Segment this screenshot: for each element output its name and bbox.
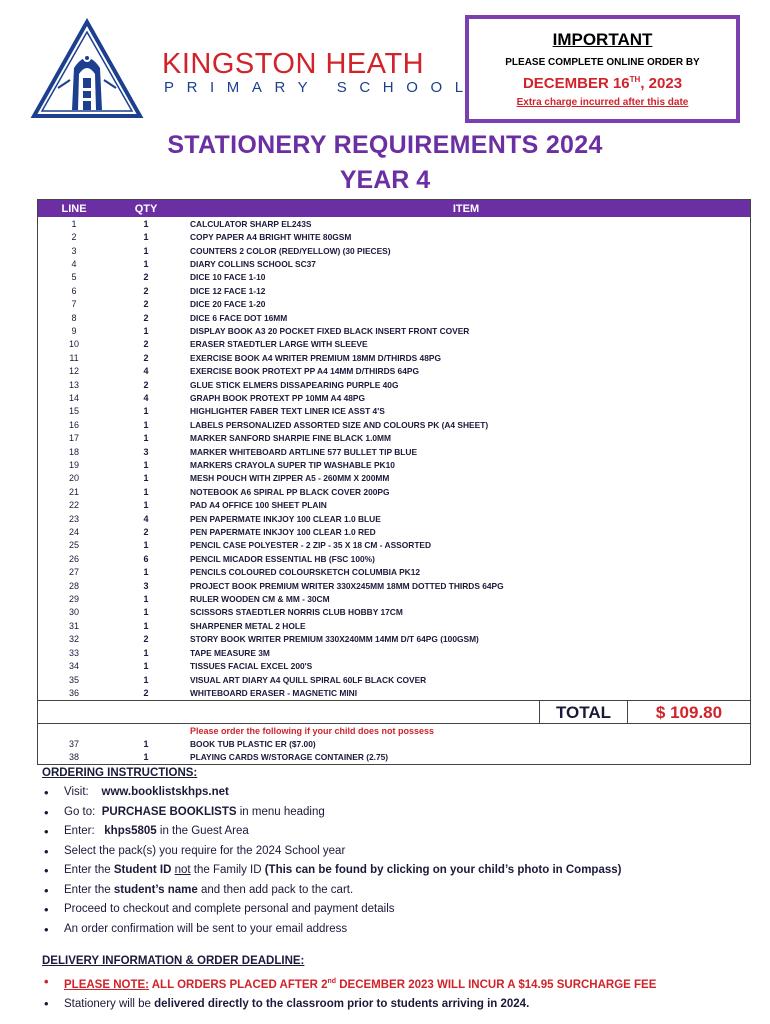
total-row xyxy=(38,700,750,724)
important-title: IMPORTANT xyxy=(552,30,653,49)
visit-label: Visit: xyxy=(64,786,89,798)
name-pre: Enter the xyxy=(64,883,114,896)
table-row xyxy=(38,378,750,391)
important-line: PLEASE COMPLETE ONLINE ORDER BY xyxy=(505,57,700,68)
list-item xyxy=(42,861,762,881)
item-cell: PENCILS COLOURED COLOURSKETCH COLUMBIA PK12 xyxy=(190,567,421,578)
sid-bold: Student ID xyxy=(113,864,172,876)
qty-cell: 2 xyxy=(143,312,149,323)
table-row xyxy=(38,271,750,284)
note-sup: nd xyxy=(327,978,337,985)
qty-cell: 1 xyxy=(143,739,149,750)
important-extra: Extra charge incurred after this date xyxy=(516,97,689,108)
qty-cell: 1 xyxy=(143,419,149,430)
item-cell: PROJECT BOOK PREMIUM WRITER 330X245MM 18MM DOTTED THIRDS 64PG xyxy=(190,580,504,591)
qty-cell: 1 xyxy=(143,607,149,618)
list-item xyxy=(42,783,762,803)
item-cell: NOTEBOOK A6 SPIRAL PP BLACK COVER 200PG xyxy=(190,486,390,497)
line-cell: 25 xyxy=(68,540,79,551)
line-cell: 17 xyxy=(68,433,79,444)
line-cell: 26 xyxy=(68,553,79,564)
table-body xyxy=(38,217,750,700)
qty-cell: 1 xyxy=(143,752,149,763)
item-cell: SCISSORS STAEDTLER NORRIS CLUB HOBBY 17CM xyxy=(190,607,403,618)
note-pre: ALL ORDERS PLACED AFTER 2 xyxy=(148,978,328,991)
line-cell: 6 xyxy=(71,285,77,296)
total-value: $ 109.80 xyxy=(627,701,750,723)
qty-cell: 2 xyxy=(143,379,149,390)
qty-cell: 1 xyxy=(143,406,149,417)
school-name: KINGSTON HEATH xyxy=(162,48,425,80)
table-row xyxy=(38,751,750,764)
item-cell: MARKER SANFORD SHARPIE FINE BLACK 1.0MM xyxy=(190,433,392,444)
enter-rest: in the Guest Area xyxy=(156,825,249,837)
sid-paren: (This can be found by clicking on your child’s photo in Compass) xyxy=(264,864,622,876)
qty-cell: 1 xyxy=(143,674,149,685)
item-cell: PEN PAPERMATE INKJOY 100 CLEAR 1.0 RED xyxy=(190,527,376,538)
qty-cell: 1 xyxy=(143,620,149,631)
line-cell: 22 xyxy=(68,500,79,511)
school-crest-icon xyxy=(28,18,146,122)
qty-cell: 1 xyxy=(143,325,149,336)
item-cell: PAD A4 OFFICE 100 SHEET PLAIN xyxy=(190,500,327,511)
list-item xyxy=(42,803,762,823)
item-cell: DICE 6 FACE DOT 16MM xyxy=(190,312,288,323)
line-cell: 4 xyxy=(71,258,77,269)
sid-pre: Enter the xyxy=(64,864,114,876)
header-line: LINE xyxy=(61,202,87,215)
qty-cell: 1 xyxy=(143,567,149,578)
list-item xyxy=(42,822,762,842)
line-cell: 21 xyxy=(68,486,79,497)
line-cell: 37 xyxy=(68,739,79,750)
qty-cell: 1 xyxy=(143,433,149,444)
goto-label: Go to: xyxy=(64,805,96,818)
item-cell: DIARY COLLINS SCHOOL SC37 xyxy=(190,258,316,269)
line-cell: 28 xyxy=(68,580,79,591)
table-row xyxy=(38,512,750,525)
line-cell: 5 xyxy=(71,272,77,283)
table-row xyxy=(38,738,750,751)
item-cell: COUNTERS 2 COLOR (RED/YELLOW) (30 PIECES) xyxy=(190,245,391,256)
line-cell: 23 xyxy=(68,513,79,524)
page-title: STATIONERY REQUIREMENTS 2024 xyxy=(167,131,603,159)
item-cell: MARKERS CRAYOLA SUPER TIP WASHABLE PK10 xyxy=(190,460,395,471)
total-label: TOTAL xyxy=(539,701,627,723)
list-item xyxy=(42,881,762,901)
line-cell: 14 xyxy=(68,392,79,403)
table-row xyxy=(38,217,750,230)
important-notice xyxy=(465,15,740,123)
qty-cell: 1 xyxy=(143,661,149,672)
item-cell: VISUAL ART DIARY A4 QUILL SPIRAL 60LF BLACK COVER xyxy=(190,674,427,685)
qty-cell: 1 xyxy=(143,258,149,269)
table-row xyxy=(38,485,750,498)
table-row xyxy=(38,659,750,672)
line-cell: 2 xyxy=(71,232,77,243)
line-cell: 24 xyxy=(68,527,79,538)
qty-cell: 1 xyxy=(143,540,149,551)
item-cell: DICE 12 FACE 1-12 xyxy=(190,285,266,296)
qty-cell: 2 xyxy=(143,527,149,538)
deliv-bold: delivered directly to the classroom prior to students arriving in 2024. xyxy=(154,998,530,1010)
item-cell: SHARPENER METAL 2 HOLE xyxy=(190,620,306,631)
table-row xyxy=(38,592,750,605)
item-cell: MARKER WHITEBOARD ARTLINE 577 BULLET TIP BLUE xyxy=(190,446,418,457)
qty-cell: 3 xyxy=(143,446,149,457)
qty-cell: 1 xyxy=(143,647,149,658)
date-year: , 2023 xyxy=(640,75,683,92)
line-cell: 10 xyxy=(68,339,79,350)
name-bold: student’s name xyxy=(113,883,198,896)
item-cell: DISPLAY BOOK A3 20 POCKET FIXED BLACK INSERT FRONT COVER xyxy=(190,325,470,336)
list-item xyxy=(42,993,767,1015)
table-row xyxy=(38,324,750,337)
line-cell: 27 xyxy=(68,567,79,578)
qty-cell: 1 xyxy=(143,218,149,229)
item-cell: COPY PAPER A4 BRIGHT WHITE 80GSM xyxy=(190,232,352,243)
table-row xyxy=(38,230,750,243)
line-cell: 19 xyxy=(68,460,79,471)
goto-rest: in menu heading xyxy=(236,805,325,818)
item-cell: ERASER STAEDTLER LARGE WITH SLEEVE xyxy=(190,339,368,350)
line-cell: 34 xyxy=(68,661,79,672)
item-cell: GRAPH BOOK PROTEXT PP 10MM A4 48PG xyxy=(190,392,365,403)
table-row xyxy=(38,338,750,351)
item-cell: PLAYING CARDS W/STORAGE CONTAINER (2.75) xyxy=(190,752,389,763)
item-cell: CALCULATOR SHARP EL243S xyxy=(190,218,312,229)
table-row xyxy=(38,351,750,364)
booklist-link[interactable]: www.booklistskhps.net xyxy=(101,786,229,798)
qty-cell: 2 xyxy=(143,299,149,310)
item-cell: STORY BOOK WRITER PREMIUM 330X240MM 14MM D/T 64PG (100GSM) xyxy=(190,634,479,645)
header-item: ITEM xyxy=(452,202,480,215)
school-subtitle: PRIMARY SCHOOL xyxy=(164,79,476,96)
goto-bold: PURCHASE BOOKLISTS xyxy=(101,805,237,818)
item-cell: DICE 10 FACE 1-10 xyxy=(190,272,266,283)
qty-cell: 1 xyxy=(143,232,149,243)
line-cell: 38 xyxy=(68,752,79,763)
line-cell: 1 xyxy=(71,218,77,229)
date-main: DECEMBER 16 xyxy=(522,75,630,92)
table-row xyxy=(38,552,750,565)
table-header xyxy=(38,200,750,217)
table-row xyxy=(38,364,750,377)
important-date xyxy=(469,75,736,92)
deliv-pre: Stationery will be xyxy=(64,998,155,1010)
qty-cell: 2 xyxy=(143,634,149,645)
optional-note-row xyxy=(38,724,750,738)
table-row xyxy=(38,606,750,619)
table-row xyxy=(38,633,750,646)
line-cell: 3 xyxy=(71,245,77,256)
table-row xyxy=(38,472,750,485)
line-cell: 29 xyxy=(68,594,79,605)
item-cell: EXERCISE BOOK PROTEXT PP A4 14MM D/THIRDS 64PG xyxy=(190,366,419,377)
qty-cell: 2 xyxy=(143,339,149,350)
line-cell: 13 xyxy=(68,379,79,390)
item-cell: EXERCISE BOOK A4 WRITER PREMIUM 18MM D/THIRDS 48PG xyxy=(190,352,441,363)
line-cell: 16 xyxy=(68,419,79,430)
table-row xyxy=(38,525,750,538)
table-row xyxy=(38,579,750,592)
table-row xyxy=(38,566,750,579)
qty-cell: 4 xyxy=(143,392,149,403)
line-cell: 9 xyxy=(71,325,77,336)
line-cell: 30 xyxy=(68,607,79,618)
note-rest: DECEMBER 2023 WILL INCUR A $14.95 SURCHARGE FEE xyxy=(336,978,657,991)
sid-mid: the Family ID xyxy=(190,864,265,876)
table-row xyxy=(38,284,750,297)
line-cell: 11 xyxy=(69,352,79,363)
list-item: • Select the pack(s) you require for the 2024 School year xyxy=(42,842,762,862)
table-row xyxy=(38,539,750,552)
delivery-list xyxy=(42,971,767,1015)
item-cell: PEN PAPERMATE INKJOY 100 CLEAR 1.0 BLUE xyxy=(190,513,381,524)
table-row xyxy=(38,499,750,512)
qty-cell: 2 xyxy=(143,352,149,363)
item-cell: DICE 20 FACE 1-20 xyxy=(190,299,266,310)
item-cell: PENCIL CASE POLYESTER - 2 ZIP - 35 X 18 CM - ASSORTED xyxy=(190,540,432,551)
qty-cell: 2 xyxy=(143,285,149,296)
table-row xyxy=(38,257,750,270)
qty-cell: 2 xyxy=(143,687,149,698)
line-cell: 32 xyxy=(68,634,79,645)
table-row xyxy=(38,619,750,632)
date-sup: TH xyxy=(629,75,641,84)
item-cell: PENCIL MICADOR ESSENTIAL HB (FSC 100%) xyxy=(190,553,375,564)
qty-cell: 3 xyxy=(143,580,149,591)
qty-cell: 1 xyxy=(143,594,149,605)
delivery-heading: DELIVERY INFORMATION & ORDER DEADLINE: xyxy=(42,955,305,967)
item-cell: HIGHLIGHTER FABER TEXT LINER ICE ASST 4'S xyxy=(190,406,385,417)
table-row xyxy=(38,297,750,310)
list-item: • Proceed to checkout and complete personal and payment details xyxy=(42,900,762,920)
optional-note: Please order the following if your child does not possess xyxy=(190,725,435,736)
line-cell: 20 xyxy=(68,473,79,484)
table-row xyxy=(38,244,750,257)
table-row xyxy=(38,458,750,471)
line-cell: 35 xyxy=(68,674,79,685)
line-cell: 31 xyxy=(68,620,79,631)
qty-cell: 4 xyxy=(143,366,149,377)
line-cell: 15 xyxy=(68,406,79,417)
list-item xyxy=(42,971,767,993)
list-item: • An order confirmation will be sent to your email address xyxy=(42,920,762,940)
total-spacer xyxy=(38,701,539,723)
item-cell: TAPE MEASURE 3M xyxy=(190,647,270,658)
ordering-list xyxy=(42,783,762,939)
table-row xyxy=(38,686,750,699)
page-subtitle: YEAR 4 xyxy=(339,166,431,194)
item-cell: LABELS PERSONALIZED ASSORTED SIZE AND COLOURS PK (A4 SHEET) xyxy=(190,419,489,430)
line-cell: 18 xyxy=(68,446,79,457)
table-row xyxy=(38,418,750,431)
table-row xyxy=(38,311,750,324)
enter-code: khps5805 xyxy=(104,825,157,837)
table-row xyxy=(38,391,750,404)
qty-cell: 1 xyxy=(143,245,149,256)
table-row xyxy=(38,646,750,659)
item-cell: WHITEBOARD ERASER - MAGNETIC MINI xyxy=(190,687,358,698)
qty-cell: 6 xyxy=(143,553,149,564)
ordering-heading: ORDERING INSTRUCTIONS: xyxy=(42,767,198,779)
item-cell: RULER WOODEN CM & MM - 30CM xyxy=(190,594,330,605)
delivery-info xyxy=(42,955,767,1015)
qty-cell: 1 xyxy=(143,500,149,511)
table-row xyxy=(38,673,750,686)
name-rest: and then add pack to the cart. xyxy=(197,883,354,896)
optional-body xyxy=(38,738,750,764)
requirements-table xyxy=(37,199,751,765)
enter-label: Enter: xyxy=(64,825,95,837)
line-cell: 33 xyxy=(68,647,79,658)
qty-cell: 2 xyxy=(143,272,149,283)
qty-cell: 1 xyxy=(143,486,149,497)
qty-cell: 1 xyxy=(143,473,149,484)
line-cell: 7 xyxy=(71,299,77,310)
note-label: PLEASE NOTE: xyxy=(64,978,149,991)
line-cell: 8 xyxy=(71,312,77,323)
sid-not: not xyxy=(174,864,191,876)
item-cell: BOOK TUB PLASTIC ER ($7.00) xyxy=(190,739,316,750)
item-cell: MESH POUCH WITH ZIPPER A5 - 260MM X 200MM xyxy=(190,473,390,484)
qty-cell: 4 xyxy=(143,513,149,524)
line-cell: 36 xyxy=(68,687,79,698)
header-qty: QTY xyxy=(134,202,158,215)
table-row xyxy=(38,432,750,445)
table-row xyxy=(38,405,750,418)
item-cell: GLUE STICK ELMERS DISSAPEARING PURPLE 40G xyxy=(190,379,399,390)
table-row xyxy=(38,445,750,458)
school-logo xyxy=(28,18,146,122)
item-cell: TISSUES FACIAL EXCEL 200'S xyxy=(190,661,313,672)
qty-cell: 1 xyxy=(143,460,149,471)
line-cell: 12 xyxy=(68,366,79,377)
ordering-instructions xyxy=(42,767,762,939)
